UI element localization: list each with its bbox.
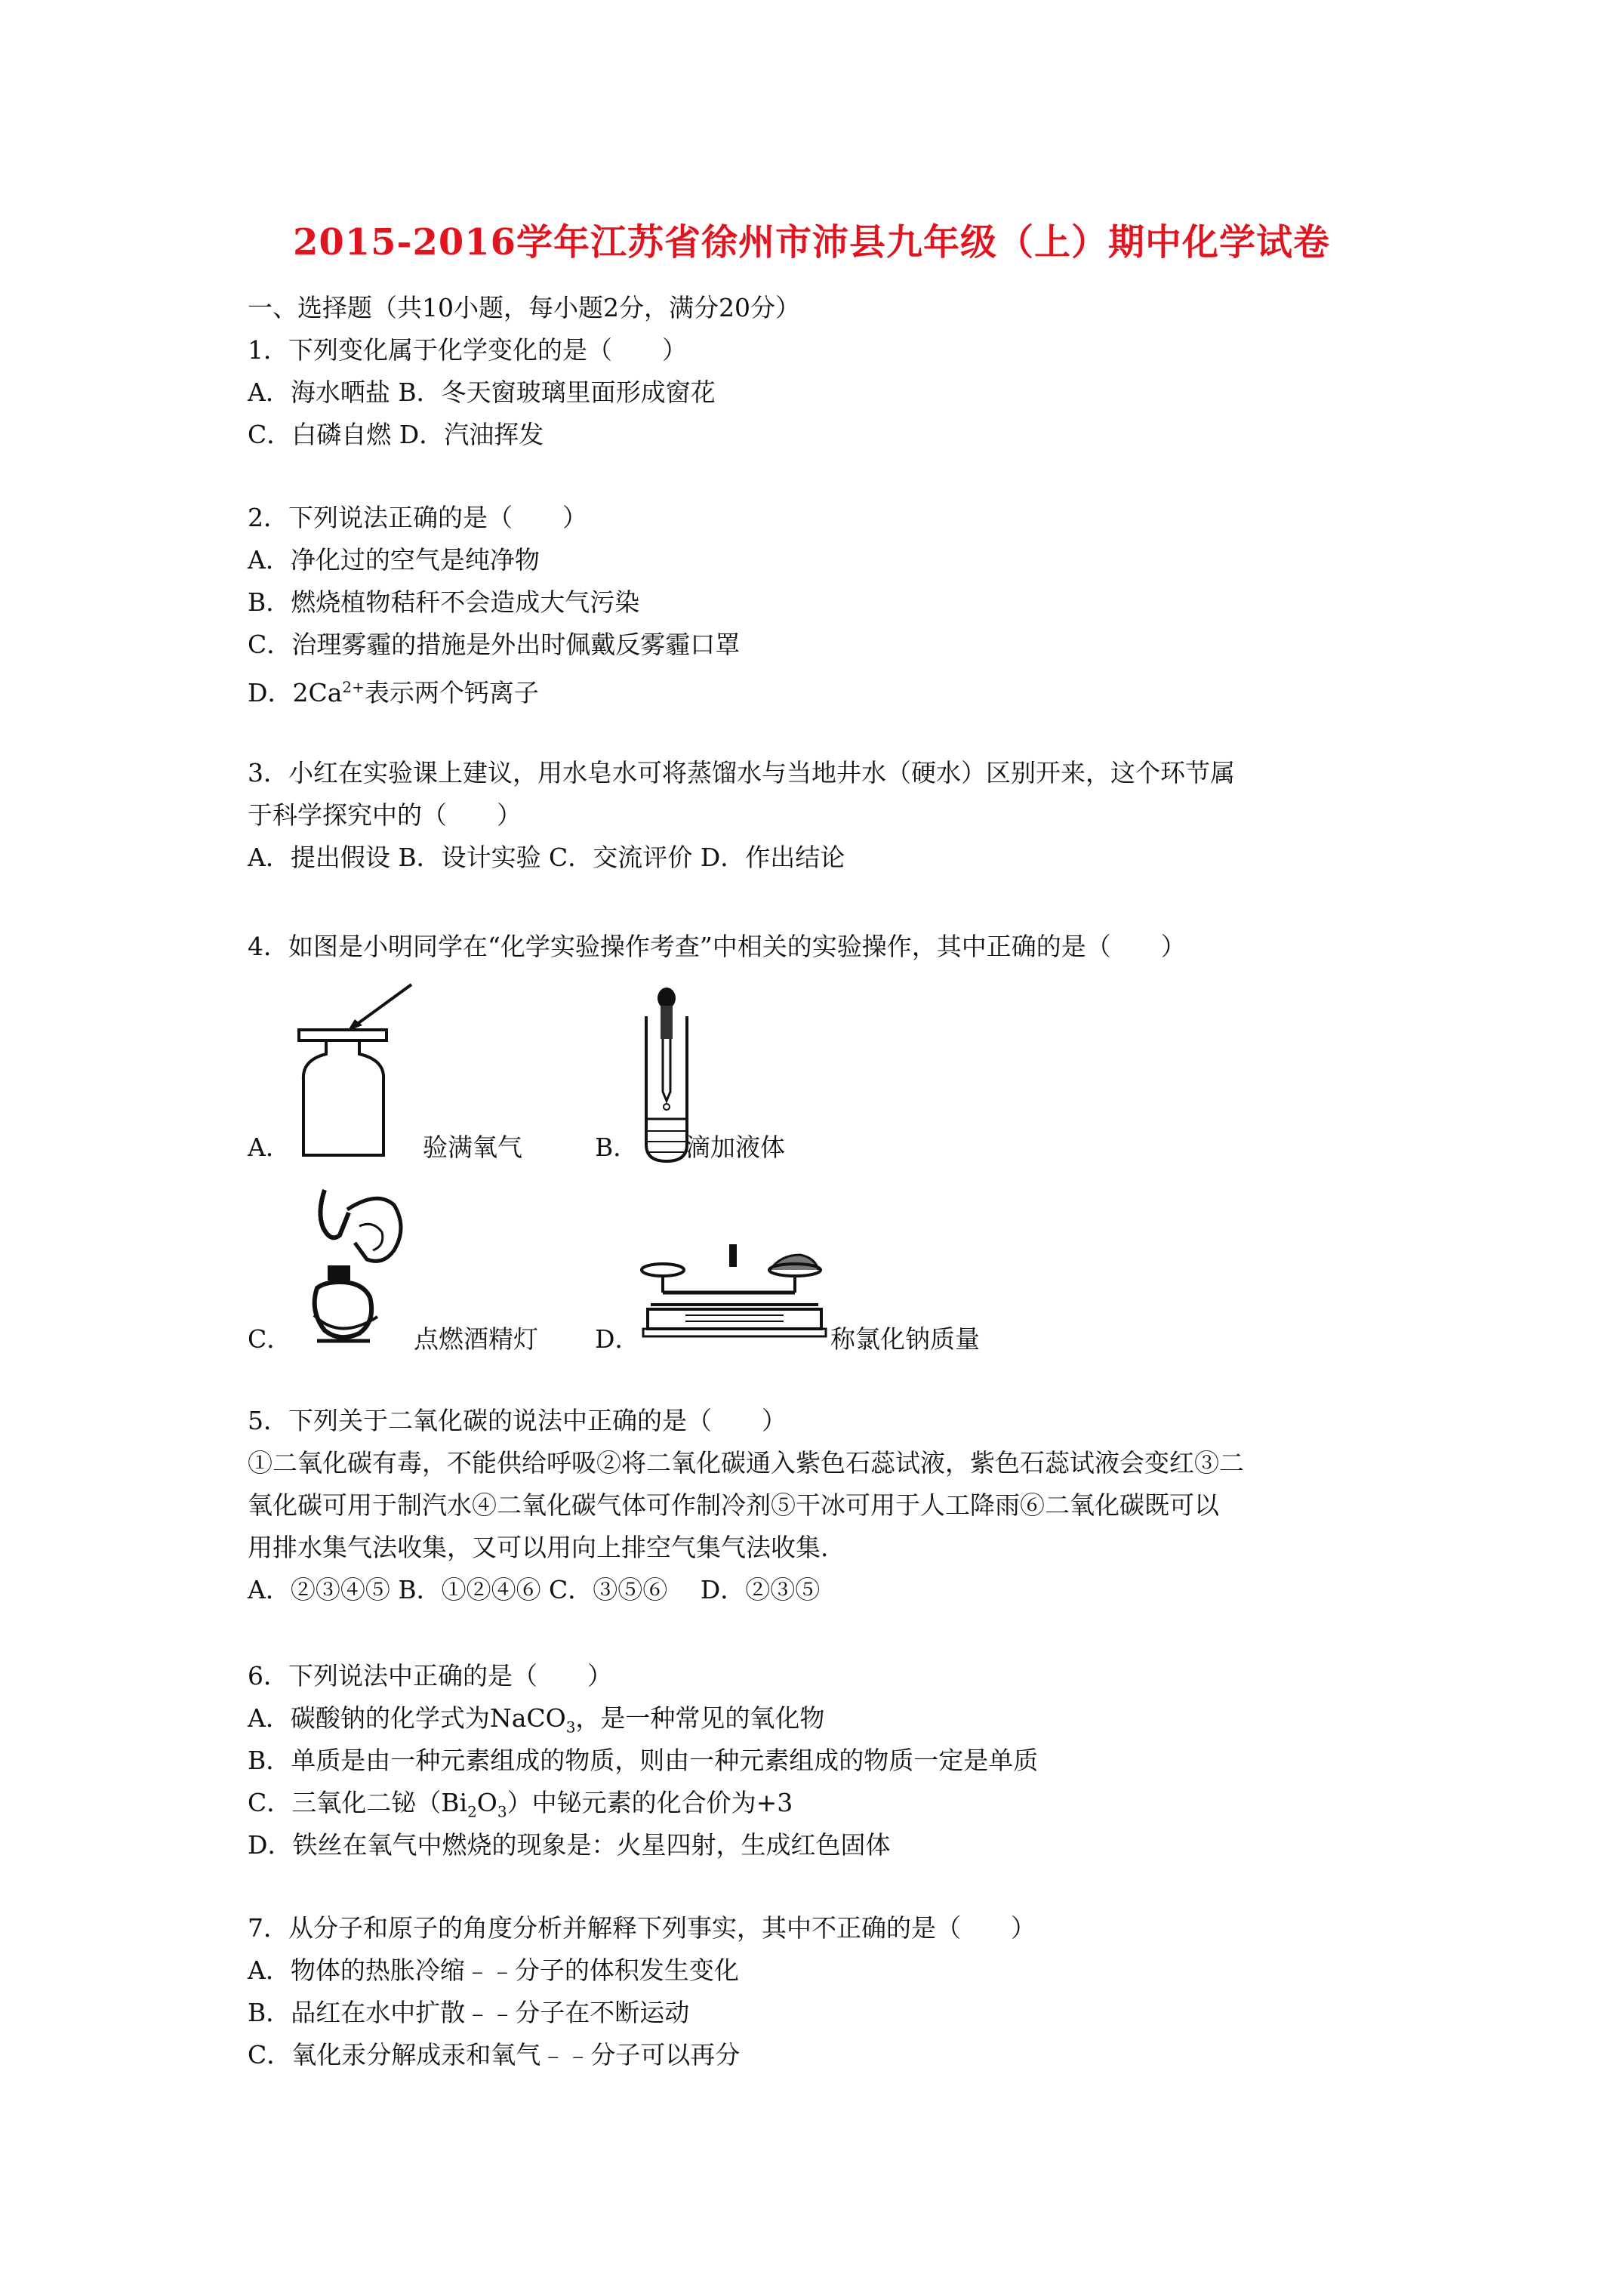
option-d: D．$2Ca^{2+}$表示两个钙离子 [248,678,539,707]
question-stem-cont: 于科学探究中的（ ） [248,800,522,830]
question-3 [248,752,1395,879]
balance-scale-icon [640,1240,829,1345]
section-heading: 一、选择题（共10小题，每小题2分，满分20分） [248,293,800,322]
option-a-text: 验满氧气 [423,1133,522,1162]
option-c-letter: C． [248,1324,292,1354]
question-4 [248,926,1395,968]
options-line: C．白磷自燃 D．汽油挥发 [248,420,544,449]
page-title: 2015-2016学年江苏省徐州市沛县九年级（上）期中化学试卷 [292,221,1331,264]
alcohol-lamp-icon [294,1182,415,1348]
statement-line: ①二氧化碳有毒，不能供给呼吸②将二氧化碳通入紫色石蕊试液，紫色石蕊试液会变红③二 [248,1448,1244,1478]
question-stem: 7．从分子和原子的角度分析并解释下列事实，其中不正确的是（ ） [248,1913,1036,1943]
option-b-text: 滴加液体 [685,1133,785,1162]
question-stem: 6．下列说法中正确的是（ ） [248,1661,612,1690]
option-d-text: 称氯化钠质量 [830,1324,980,1354]
options-line: A．②③④⑤ B．①②④⑥ C．③⑤⑥ D．②③⑤ [248,1575,821,1604]
option-c: C．三氧化二铋$(Bi_2O_3)$中铋元素的化合价为+3 [248,1788,793,1821]
question-stem: 4．如图是小明同学在“化学实验操作考查”中相关的实验操作，其中正确的是（ ） [248,932,1186,961]
option-c: C．氧化汞分解成汞和氧气﹣﹣分子可以再分 [248,2040,741,2069]
question-7 [248,1907,1395,2076]
option-b: B．品红在水中扩散﹣﹣分子在不断运动 [248,1998,690,2027]
statement-line: 用排水集气法收集，又可以用向上排空气集气法收集. [248,1533,829,1562]
question-1 [248,329,1395,456]
question-5 [248,1400,1395,1611]
oxygen-test-bottle-icon [287,982,423,1159]
options-line: A．提出假设 B．设计实验 C．交流评价 D．作出结论 [248,843,845,872]
option-c: C．治理雾霾的措施是外出时佩戴反雾霾口罩 [248,630,741,659]
option-c-text: 点燃酒精灯 [414,1324,538,1354]
option-b: B．燃烧植物秸秆不会造成大气污染 [248,587,640,617]
option-a: A．碳酸钠的化学式为NaCO$_3$，是一种常见的氧化物 [248,1703,825,1737]
option-a: A．净化过的空气是纯净物 [248,545,540,575]
option-d-letter: D． [595,1324,640,1354]
statement-line: 氧化碳可用于制汽水④二氧化碳气体可作制冷剂⑤干冰可用于人工降雨⑥二氧化碳既可以 [248,1490,1219,1520]
question-stem: 2．下列说法正确的是（ ） [248,503,587,532]
options-line: A．海水晒盐 B．冬天窗玻璃里面形成窗花 [248,378,716,407]
option-a: A．物体的热胀冷缩﹣﹣分子的体积发生变化 [248,1955,739,1985]
option-a-letter: A． [248,1133,291,1162]
question-stem: 1．下列变化属于化学变化的是（ ） [248,335,687,365]
option-d: D．铁丝在氧气中燃烧的现象是：火星四射，生成红色固体 [248,1830,891,1860]
question-2 [248,497,1395,708]
option-b: B．单质是由一种元素组成的物质，则由一种元素组成的物质一定是单质 [248,1746,1039,1775]
question-stem: 5．下列关于二氧化碳的说法中正确的是（ ） [248,1406,787,1435]
option-b-letter: B． [595,1133,639,1162]
question-6 [248,1655,1395,1866]
question-stem: 3．小红在实验课上建议，用水皂水可将蒸馏水与当地井水（硬水）区别开来，这个环节属 [248,758,1235,787]
